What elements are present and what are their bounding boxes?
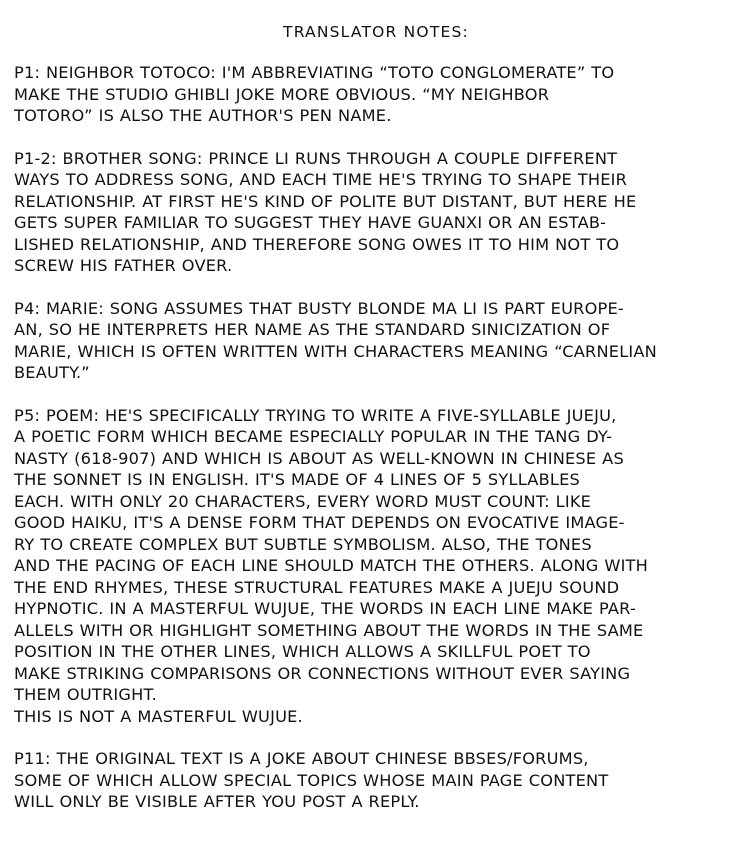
note-line: MAKE THE STUDIO GHIBLI JOKE MORE OBVIOUS. “MY NEIGHBOR [14,84,550,104]
note-p5-poem [14,405,738,728]
note-line: RY TO CREATE COMPLEX BUT SUBTLE SYMBOLISM. ALSO, THE TONES [14,534,592,554]
note-line: RELATIONSHIP. AT FIRST HE'S KIND OF POLITE BUT DISTANT, BUT HERE HE [14,191,637,211]
note-line: P1: NEIGHBOR TOTOCO: I'M ABBREVIATING “TOTO CONGLOMERATE” TO [14,63,615,82]
note-p1-neighbor-totoco [14,62,738,127]
note-line: ALLELS WITH OR HIGHLIGHT SOMETHING ABOUT THE WORDS IN THE SAME [14,620,644,640]
page-title: TRANSLATOR NOTES: [283,23,469,41]
note-line: WAYS TO ADDRESS SONG, AND EACH TIME HE'S TRYING TO SHAPE THEIR [14,170,628,189]
note-line: SCREW HIS FATHER OVER. [14,256,233,275]
note-line: AND THE PACING OF EACH LINE SHOULD MATCH THE OTHERS. ALONG WITH [14,556,649,575]
note-line: TOTORO” IS ALSO THE AUTHOR'S PEN NAME. [14,106,392,125]
note-line: THE SONNET IS IN ENGLISH. IT'S MADE OF 4 LINES OF 5 SYLLABLES [14,470,580,489]
note-line: P4: MARIE: SONG ASSUMES THAT BUSTY BLONDE MA LI IS PART EUROPE- [14,298,624,318]
note-p1-2-brother-song [14,148,738,277]
note-line: GETS SUPER FAMILIAR TO SUGGEST THEY HAVE GUANXI OR AN ESTAB- [14,213,607,232]
translator-notes-page [14,22,738,834]
note-line: EACH. WITH ONLY 20 CHARACTERS, EVERY WORD MUST COUNT: LIKE [14,491,592,511]
note-line: THE END RHYMES, THESE STRUCTURAL FEATURES MAKE A JUEJU SOUND [14,577,620,597]
note-line: POSITION IN THE OTHER LINES, WHICH ALLOWS A SKILLFUL POET TO [14,642,591,661]
note-line: P5: POEM: HE'S SPECIFICALLY TRYING TO WRITE A FIVE-SYLLABLE JUEJU, [14,405,617,425]
note-line: THIS IS NOT A MASTERFUL WUJUE. [14,706,303,726]
note-line: MAKE STRIKING COMPARISONS OR CONNECTIONS WITHOUT EVER SAYING [14,663,631,683]
note-line: LISHED RELATIONSHIP, AND THEREFORE SONG OWES IT TO HIM NOT TO [14,234,620,254]
note-line: THEM OUTRIGHT. [14,685,158,704]
note-line: HYPNOTIC. IN A MASTERFUL WUJUE, THE WORDS IN EACH LINE MAKE PAR- [14,599,636,618]
note-line: NASTY (618-907) AND WHICH IS ABOUT AS WELL-KNOWN IN CHINESE AS [14,448,624,468]
note-line: MARIE, WHICH IS OFTEN WRITTEN WITH CHARACTERS MEANING “CARNELIAN [14,341,657,361]
note-line: P11: THE ORIGINAL TEXT IS A JOKE ABOUT CHINESE BBSES/FORUMS, [14,749,589,768]
note-line: GOOD HAIKU, IT'S A DENSE FORM THAT DEPENDS ON EVOCATIVE IMAGE- [14,513,625,532]
note-line: WILL ONLY BE VISIBLE AFTER YOU POST A REPLY. [14,792,420,811]
note-line: AN, SO HE INTERPRETS HER NAME AS THE STANDARD SINICIZATION OF [14,320,611,339]
note-line: A POETIC FORM WHICH BECAME ESPECIALLY POPULAR IN THE TANG DY- [14,427,613,446]
note-line: P1-2: BROTHER SONG: PRINCE LI RUNS THROUGH A COUPLE DIFFERENT [14,148,618,168]
note-line: BEAUTY.” [14,363,90,382]
note-p4-marie [14,298,738,384]
note-p11-forums [14,748,738,813]
note-line: SOME OF WHICH ALLOW SPECIAL TOPICS WHOSE MAIN PAGE CONTENT [14,770,609,790]
